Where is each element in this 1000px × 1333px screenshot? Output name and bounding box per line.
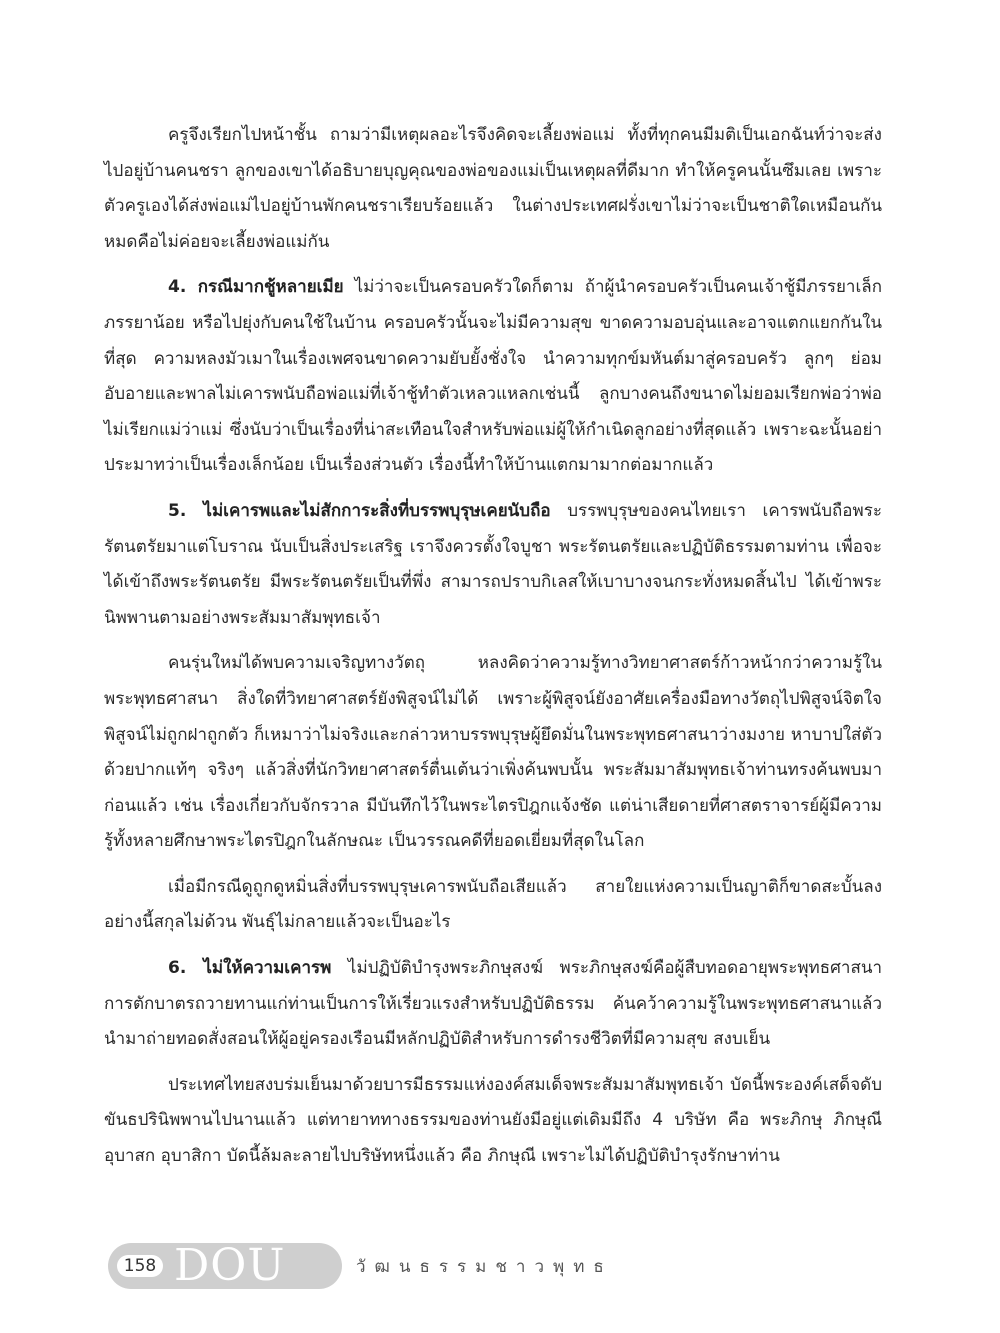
paragraph-7: ประเทศไทยสงบร่มเย็นมาด้วยบารมีธรรมแห่งองค์สมเด็จพระสัมมาสัมพุทธเจ้า บัดนี้พระองค์เสด็จดับขันธปรินิพพานไปนานแล้ว แต่ทายาททางธรรมของท่านยังมีอยู่แต่เดิมมีถึง 4 บริษัท คือ พระภิกษุ ภิกษุณี อุบาสก อุบาสิกา บัดนี้ล้มละลายไปบริษัทหนึ่งแล้ว คือ ภิกษุณี เพราะไม่ได้ปฏิบัติบำรุงรักษาท่าน xyxy=(104,1074,882,1167)
page-number-badge xyxy=(108,1243,172,1289)
page-content xyxy=(104,118,882,1185)
page-number: 158 xyxy=(117,1255,163,1277)
paragraph-6 xyxy=(104,951,882,1058)
paragraph-3 xyxy=(104,494,882,636)
paragraph-4: คนรุ่นใหม่ได้พบความเจริญทางวัตถุ หลงคิดว่าความรู้ทางวิทยาศาสตร์ก้าวหน้ากว่าความรู้ในพระพุทธศาสนา สิ่งใดที่วิทยาศาสตร์ยังพิสูจน์ไม่ได้ เพราะผู้พิสูจน์ยังอาศัยเครื่องมือทางวัตถุไปพิสูจน์จิตใจ พิสูจน์ไม่ถูกฝาถูกตัว ก็เหมาว่าไม่จริงและกล่าวหาบรรพบุรุษผู้ยึดมั่นในพระพุทธศาสนาว่างมงาย หาบาปใส่ตัวด้วยปากแท้ๆ จริงๆ แล้วสิ่งที่นักวิทยาศาสตร์ตื่นเต้นว่าเพิ่งค้นพบนั้น พระสัมมาสัมพุทธเจ้าท่านทรงค้นพบมาก่อนแล้ว เช่น เรื่องเกี่ยวกับจักรวาล มีบันทึกไว้ในพระไตรปิฎกแจ้งชัด แต่น่าเสียดายที่ศาสตราจารย์ผู้มีความรู้ทั้งหลายศึกษาพระไตรปิฎกในลักษณะ เป็นวรรณคดีที่ยอดเยี่ยมที่สุดในโลก xyxy=(104,653,882,852)
section-heading-6: 6. ไม่ให้ความเคารพ xyxy=(168,958,332,979)
section-heading-5: 5. ไม่เคารพและไม่สักการะสิ่งที่บรรพบุรุษเคยนับถือ xyxy=(168,500,551,521)
paragraph-3-text: บรรพบุรุษของคนไทยเรา เคารพนับถือพระรัตนตรัยมาแต่โบราณ นับเป็นสิ่งประเสริฐ เราจึงควรตั้งใจบูชา พระรัตนตรัยและปฏิบัติธรรมตามท่าน เพื่อจะได้เข้าถึงพระรัตนตรัย มีพระรัตนตรัยเป็นที่พึ่ง สามารถปราบกิเลสให้เบาบางจนกระทั่งหมดสิ้นไป ได้เข้าพระนิพพานตามอย่างพระสัมมาสัมพุทธเจ้า xyxy=(104,500,882,628)
section-heading-4: 4. กรณีมากชู้หลายเมีย xyxy=(168,277,344,298)
dou-logo: DOU xyxy=(174,1240,286,1291)
paragraph-1: ครูจึงเรียกไปหน้าชั้น ถามว่ามีเหตุผลอะไรจึงคิดจะเลี้ยงพ่อแม่ ทั้งที่ทุกคนมีมติเป็นเอกฉันท์ว่าจะส่งไปอยู่บ้านคนชรา ลูกของเขาได้อธิบายบุญคุณของพ่อของแม่เป็นเหตุผลที่ดีมาก ทำให้ครูคนนั้นซึมเลย เพราะตัวครูเองได้ส่งพ่อแม่ไปอยู่บ้านพักคนชราเรียบร้อยแล้ว ในต่างประเทศฝรั่งเขาไม่ว่าจะเป็นชาติใดเหมือนกันหมดคือไม่ค่อยจะเลี้ยงพ่อแม่กัน xyxy=(104,125,882,252)
paragraph-5: เมื่อมีกรณีดูถูกดูหมิ่นสิ่งที่บรรพบุรุษเคารพนับถือเสียแล้ว สายใยแห่งความเป็นญาติก็ขาดสะบั้นลงอย่างนี้สกุลไม่ด้วน พันธุ์ไม่กลายแล้วจะเป็นอะไร xyxy=(104,876,882,933)
paragraph-6-text: ไม่ปฏิบัติบำรุงพระภิกษุสงฆ์ พระภิกษุสงฆ์คือผู้สืบทอดอายุพระพุทธศาสนา การตักบาตรถวายทานแก่ท่านเป็นการให้เรี่ยวแรงสำหรับปฏิบัติธรรม ค้นคว้าความรู้ในพระพุทธศาสนาแล้วนำมาถ่ายทอดสั่งสอนให้ผู้อยู่ครองเรือนมีหลักปฏิบัติสำหรับการดำรงชีวิตที่มีความสุข สงบเย็น xyxy=(104,958,882,1050)
dou-logo-badge xyxy=(172,1240,342,1291)
paragraph-2 xyxy=(104,270,882,484)
page-footer xyxy=(108,1240,613,1291)
paragraph-2-text: ไม่ว่าจะเป็นครอบครัวใดก็ตาม ถ้าผู้นำครอบครัวเป็นคนเจ้าชู้มีภรรยาเล็กภรรยาน้อย หรือไปยุ่งกับคนใช้ในบ้าน ครอบครัวนั้นจะไม่มีความสุข ขาดความอบอุ่นและอาจแตกแยกกันในที่สุด ความหลงมัวเมาในเรื่องเพศจนขาดความยับยั้งชั่งใจ นำความทุกข์มหันต์มาสู่ครอบครัว ลูกๆ ย่อมอับอายและพาลไม่เคารพนับถือพ่อแม่ที่เจ้าชู้ทำตัวเหลวแหลกเช่นนี้ ลูกบางคนถึงขนาดไม่ยอมเรียกพ่อว่าพ่อ ไม่เรียกแม่ว่าแม่ ซึ่งนับว่าเป็นเรื่องที่น่าสะเทือนใจสำหรับพ่อแม่ผู้ให้กำเนิดลูกอย่างที่สุดแล้ว เพราะฉะนั้นอย่าประมาทว่าเป็นเรื่องเล็กน้อย เป็นเรื่องส่วนตัว เรื่องนี้ทำให้บ้านแตกมามากต่อมากแล้ว xyxy=(104,277,883,476)
series-title: วัฒนธรรมชาวพุทธ xyxy=(356,1256,613,1277)
